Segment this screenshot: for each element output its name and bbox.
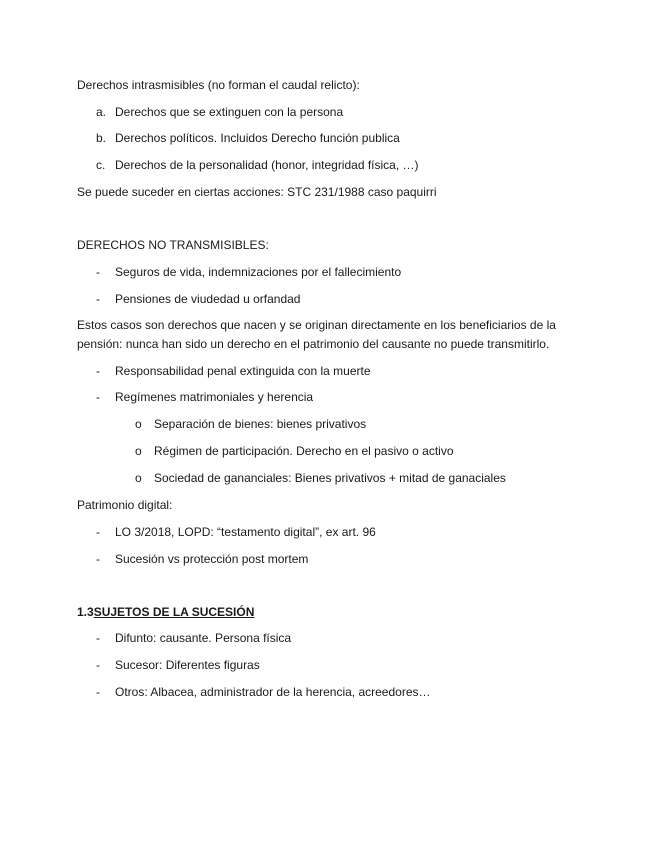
list-item: Seguros de vida, indemnizaciones por el fallecimiento — [115, 265, 402, 279]
list-marker: - — [96, 364, 100, 378]
sub-list-marker: o — [135, 417, 142, 431]
list-item: Sucesión vs protección post mortem — [115, 552, 309, 566]
section-label-non-transmissible: DERECHOS NO TRANSMISIBLES: — [77, 238, 269, 252]
sub-list-item: Sociedad de gananciales: Bienes privativos + mitad de ganaciales — [154, 471, 506, 485]
list-marker: - — [96, 685, 100, 699]
stc-note: Se puede suceder en ciertas acciones: STC 231/1988 caso paquirri — [77, 185, 437, 199]
section-number: 1.3 — [77, 605, 94, 619]
list-item: Derechos políticos. Incluidos Derecho función publica — [115, 131, 400, 145]
list-marker: - — [96, 265, 100, 279]
list-marker: - — [96, 658, 100, 672]
list-marker: - — [96, 390, 100, 404]
section-heading — [77, 605, 254, 619]
explanation-paragraph: Estos casos son derechos que nacen y se originan directamente en los beneficiarios de la pensión: nunca han sido un derecho en el patrimonio del causante no puede transmitirlo. — [77, 318, 556, 351]
list-item: LO 3/2018, LOPD: “testamento digital”, ex art. 96 — [115, 525, 376, 539]
sub-list-marker: o — [135, 444, 142, 458]
sub-list-item: Régimen de participación. Derecho en el pasivo o activo — [154, 444, 454, 458]
sub-list-item: Separación de bienes: bienes privativos — [154, 417, 367, 431]
list-marker: - — [96, 292, 100, 306]
section-title: SUJETOS DE LA SUCESIÓN — [93, 605, 255, 619]
list-marker: - — [96, 525, 100, 539]
list-item: Difunto: causante. Persona física — [115, 631, 292, 645]
list-item: Otros: Albacea, administrador de la herencia, acreedores… — [115, 685, 431, 699]
list-item: Derechos de la personalidad (honor, integridad física, …) — [115, 158, 419, 172]
list-marker: c. — [96, 158, 106, 172]
list-marker: - — [96, 631, 100, 645]
intro-text: Derechos intrasmisibles (no forman el caudal relicto): — [77, 78, 360, 92]
digital-heritage-label: Patrimonio digital: — [77, 498, 173, 512]
list-item: Sucesor: Diferentes figuras — [115, 658, 260, 672]
list-item: Regímenes matrimoniales y herencia — [115, 390, 314, 404]
list-item: Responsabilidad penal extinguida con la muerte — [115, 364, 371, 378]
list-item: Derechos que se extinguen con la persona — [115, 105, 344, 119]
list-marker: b. — [96, 131, 107, 145]
list-marker: - — [96, 552, 100, 566]
list-marker: a. — [96, 105, 107, 119]
list-item: Pensiones de viudedad u orfandad — [115, 292, 301, 306]
sub-list-marker: o — [135, 471, 142, 485]
